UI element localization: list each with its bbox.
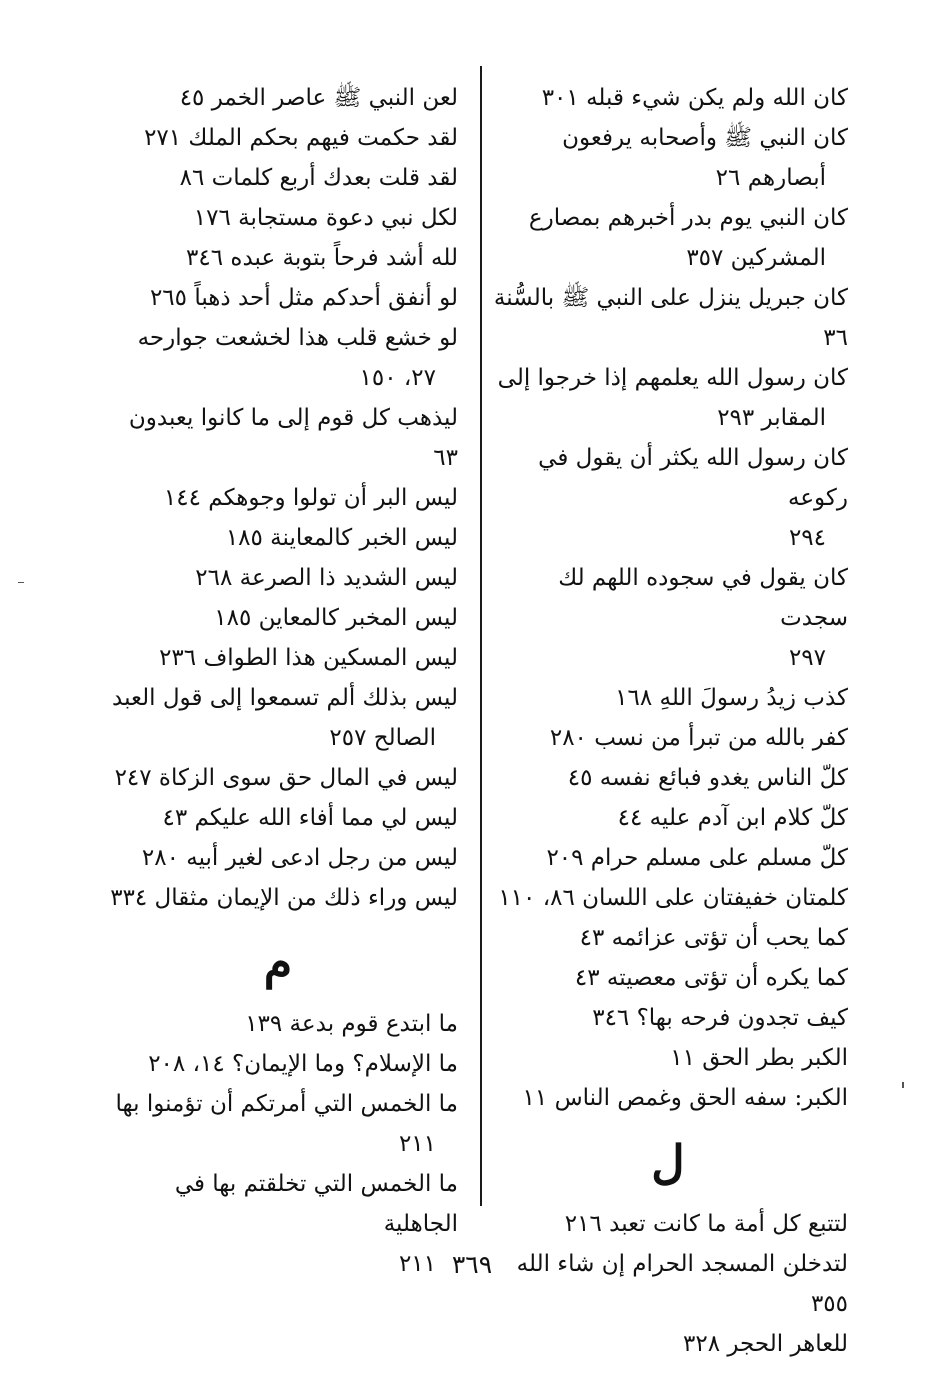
entry-line: ليس لي مما أفاء الله عليكم ٤٣ bbox=[162, 805, 458, 831]
index-entry bbox=[488, 1324, 848, 1364]
entry-line: كفر بالله من تبرأ من نسب ٢٨٠ bbox=[549, 725, 848, 751]
entry-line: كلّ الناس يغدو فبائع نفسه ٤٥ bbox=[567, 765, 848, 791]
entry-line: ما الخمس التي تخلقتم بها في الجاهلية bbox=[174, 1171, 458, 1237]
entry-continuation: ٢٧، ١٥٠ bbox=[359, 365, 436, 391]
entry-line: كذب زيدُ رسولَ اللهِ ١٦٨ bbox=[615, 685, 848, 711]
index-entry bbox=[488, 958, 848, 998]
index-entry bbox=[98, 318, 458, 398]
scan-speck bbox=[18, 582, 24, 583]
entry-continuation: المشركين ٣٥٧ bbox=[686, 245, 826, 271]
index-entry bbox=[488, 718, 848, 758]
entry-line: للعاهر الحجر ٣٢٨ bbox=[682, 1331, 848, 1357]
index-entry bbox=[488, 438, 848, 558]
entry-line: كان الله ولم يكن شيء قبله ٣٠١ bbox=[541, 85, 848, 111]
entry-line: لكل نبي دعوة مستجابة ١٧٦ bbox=[193, 205, 458, 231]
index-entry bbox=[488, 798, 848, 838]
entry-line: ما ابتدع قوم بدعة ١٣٩ bbox=[245, 1011, 458, 1037]
index-entry bbox=[98, 638, 458, 678]
entry-line: كلّ كلام ابن آدم عليه ٤٤ bbox=[617, 805, 848, 831]
entry-line: ليس الشديد ذا الصرعة ٢٦٨ bbox=[195, 565, 458, 591]
entry-line: ليس الخبر كالمعاينة ١٨٥ bbox=[225, 525, 458, 551]
entry-continuation: ٢١١ bbox=[398, 1131, 436, 1157]
right-entries-lam bbox=[488, 1204, 848, 1364]
section-letter-lam: ل bbox=[651, 1135, 685, 1189]
entry-line: كان النبي ﷺ وأصحابه يرفعون bbox=[562, 125, 848, 151]
index-entry bbox=[98, 398, 458, 478]
entry-line: كما يكره أن تؤتى معصيته ٤٣ bbox=[574, 965, 848, 991]
entry-line: ليس البر أن تولوا وجوهكم ١٤٤ bbox=[163, 485, 458, 511]
index-entry bbox=[488, 998, 848, 1038]
index-entry bbox=[98, 1084, 458, 1164]
index-entry bbox=[488, 838, 848, 878]
index-entry bbox=[488, 78, 848, 118]
entry-continuation: الصالح ٢٥٧ bbox=[329, 725, 436, 751]
entry-line: ليس في المال حق سوى الزكاة ٢٤٧ bbox=[114, 765, 458, 791]
entry-line: لو أنفق أحدكم مثل أحد ذهباً ٢٦٥ bbox=[149, 285, 458, 311]
entry-line: ما الخمس التي أمرتكم أن تؤمنوا بها bbox=[115, 1091, 458, 1117]
entry-line: لقد قلت بعدك أربع كلمات ٨٦ bbox=[179, 165, 458, 191]
index-entry bbox=[98, 478, 458, 518]
entry-line: لتدخلن المسجد الحرام إن شاء الله ٣٥٥ bbox=[516, 1251, 848, 1317]
index-entry bbox=[488, 758, 848, 798]
entry-line: لقد حكمت فيهم بحكم الملك ٢٧١ bbox=[144, 125, 458, 151]
index-entry bbox=[488, 1204, 848, 1244]
index-entry bbox=[488, 198, 848, 278]
entry-line: ليس المسكين هذا الطواف ٢٣٦ bbox=[159, 645, 458, 671]
index-entry bbox=[488, 278, 848, 358]
index-entry bbox=[98, 78, 458, 118]
index-entry bbox=[488, 118, 848, 198]
index-entry bbox=[488, 918, 848, 958]
index-entry bbox=[98, 238, 458, 278]
index-entry bbox=[98, 278, 458, 318]
index-entry bbox=[98, 158, 458, 198]
index-entry bbox=[488, 558, 848, 678]
right-column bbox=[488, 78, 848, 1364]
entry-continuation: ٢٩٧ bbox=[788, 645, 826, 671]
entry-line: ليس وراء ذلك من الإيمان مثقال ٣٣٤ bbox=[110, 885, 458, 911]
entry-line: كلمتان خفيفتان على اللسان ٨٦، ١١٠ bbox=[498, 885, 848, 911]
entry-line: ليذهب كل قوم إلى ما كانوا يعبدون ٦٣ bbox=[128, 405, 458, 471]
index-entry bbox=[98, 198, 458, 238]
entry-line: كان رسول الله يعلمهم إذا خرجوا إلى bbox=[497, 365, 848, 391]
index-entry bbox=[98, 118, 458, 158]
entry-line: لله أشد فرحاً بتوبة عبده ٣٤٦ bbox=[186, 245, 458, 271]
index-entry bbox=[488, 678, 848, 718]
entry-line: كان يقول في سجوده اللهم لك سجدت bbox=[558, 565, 848, 631]
entry-line: كيف تجدون فرحه بها؟ ٣٤٦ bbox=[592, 1005, 848, 1031]
page-number: ٣٦٩ bbox=[451, 1250, 493, 1279]
section-letter-mim: م bbox=[263, 935, 293, 989]
left-entries-lam bbox=[98, 78, 458, 918]
index-entry bbox=[98, 558, 458, 598]
entry-line: ليس من رجل ادعى لغير أبيه ٢٨٠ bbox=[141, 845, 458, 871]
index-entry bbox=[98, 1004, 458, 1044]
scan-speck bbox=[902, 1082, 904, 1088]
entry-line: ليس بذلك ألم تسمعوا إلى قول العبد bbox=[112, 685, 458, 711]
entry-line: كان جبريل ينزل على النبي ﷺ بالسُّنة ٣٦ bbox=[493, 285, 848, 351]
entry-line: كان رسول الله يكثر أن يقول في ركوعه bbox=[538, 445, 848, 511]
entry-line: ليس المخبر كالمعاين ١٨٥ bbox=[214, 605, 458, 631]
index-entry bbox=[98, 798, 458, 838]
index-entry bbox=[98, 1044, 458, 1084]
entry-line: كلّ مسلم على مسلم حرام ٢٠٩ bbox=[546, 845, 848, 871]
entry-line: الكبر بطر الحق ١١ bbox=[670, 1045, 848, 1071]
entry-line: لو خشع قلب هذا لخشعت جوارحه bbox=[137, 325, 458, 351]
index-entry bbox=[98, 598, 458, 638]
entry-line: لتتبع كل أمة ما كانت تعبد ٢١٦ bbox=[564, 1211, 848, 1237]
column-divider bbox=[480, 66, 482, 1206]
entry-line: الكبر: سفه الحق وغمص الناس ١١ bbox=[522, 1085, 848, 1111]
entry-continuation: المقابر ٢٩٣ bbox=[717, 405, 826, 431]
right-entries-kaf bbox=[488, 78, 848, 1118]
index-entry bbox=[98, 518, 458, 558]
entry-line: كما يحب أن تؤتى عزائمه ٤٣ bbox=[579, 925, 848, 951]
entry-line: لعن النبي ﷺ عاصر الخمر ٤٥ bbox=[179, 85, 458, 111]
index-entry bbox=[98, 878, 458, 918]
index-entry bbox=[488, 1038, 848, 1078]
index-entry bbox=[98, 758, 458, 798]
index-entry bbox=[98, 838, 458, 878]
index-entry bbox=[488, 1078, 848, 1118]
index-entry bbox=[488, 878, 848, 918]
index-entry bbox=[488, 358, 848, 438]
entry-continuation: ٢٩٤ bbox=[788, 525, 826, 551]
index-entry bbox=[98, 678, 458, 758]
left-entries-mim bbox=[98, 1004, 458, 1284]
entry-line: ما الإسلام؟ وما الإيمان؟ ١٤، ٢٠٨ bbox=[148, 1051, 458, 1077]
entry-continuation: ٢١١ bbox=[398, 1251, 436, 1277]
entry-line: كان النبي يوم بدر أخبرهم بمصارع bbox=[528, 205, 848, 231]
left-column bbox=[98, 78, 458, 1284]
entry-continuation: أبصارهم ٢٦ bbox=[715, 165, 826, 191]
